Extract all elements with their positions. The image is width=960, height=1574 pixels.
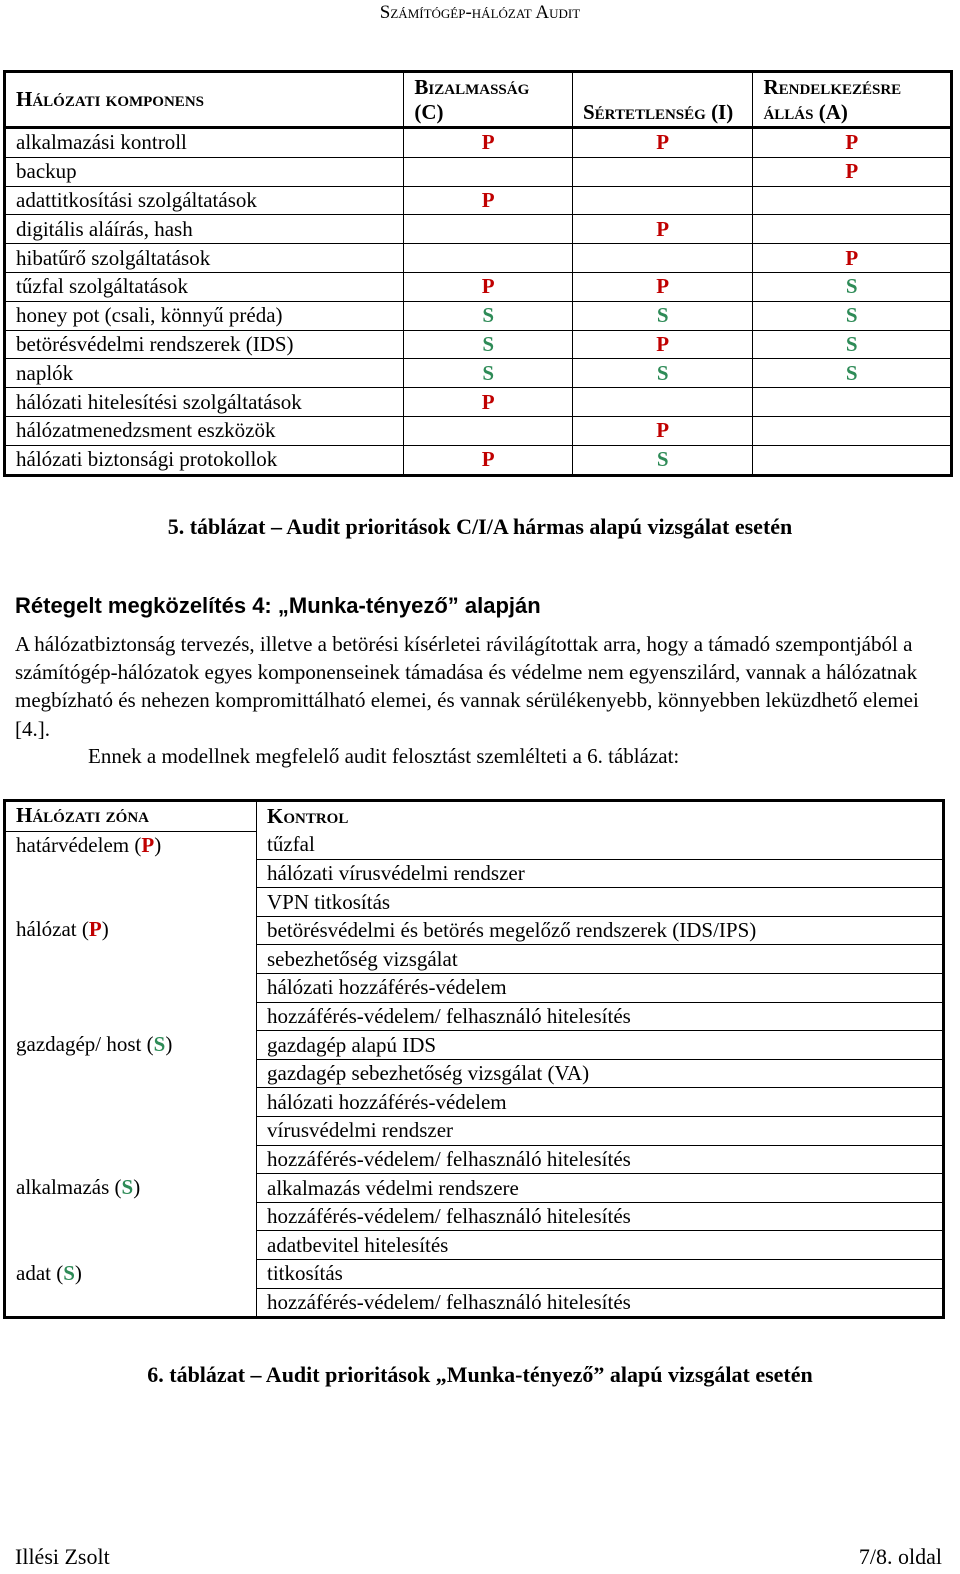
priority-cell-c [404, 186, 573, 215]
work-factor-table [3, 799, 945, 1319]
component-name: adattitkosítási szolgáltatások [5, 186, 404, 215]
zone-name: adat [16, 1260, 51, 1285]
table-row [5, 388, 952, 417]
priority-cell-a [753, 330, 952, 359]
component-name: honey pot (csali, könnyű préda) [5, 301, 404, 330]
priority-mark: P [656, 418, 670, 443]
table-row [5, 272, 952, 301]
priority-cell-i [572, 244, 753, 273]
table-row [5, 330, 952, 359]
control-cell: hozzáférés-védelem/ felhasználó hitelesítés [267, 1289, 631, 1314]
priority-cell-a [753, 272, 952, 301]
control-cell: hálózati vírusvédelmi rendszer [257, 859, 944, 888]
control-cell: hálózati hozzáférés-védelem [257, 1088, 944, 1117]
header-zone: Hálózati zóna [5, 801, 257, 832]
priority-mark: S [656, 303, 669, 328]
priority-mark: S [482, 331, 495, 356]
header-control: Kontrol [267, 804, 349, 829]
header-confidentiality: Bizalmasság (C) [404, 72, 573, 128]
component-name: backup [5, 157, 404, 186]
priority-mark: P [481, 187, 495, 212]
component-name: hálózati hitelesítési szolgáltatások [5, 388, 404, 417]
component-name: alkalmazási kontroll [5, 128, 404, 158]
table6-caption: 6. táblázat – Audit prioritások „Munka-tényező” alapú vizsgálat esetén [147, 1362, 813, 1387]
priority-mark: P [656, 274, 670, 299]
zone-cell: határvédelem (P) [5, 831, 257, 916]
control-cell: VPN titkosítás [257, 888, 944, 917]
priority-cell-c [404, 157, 573, 186]
cia-table-body [5, 128, 952, 476]
priority-cell-c [404, 244, 573, 273]
priority-cell-a [753, 388, 952, 417]
priority-mark: P [845, 130, 859, 155]
priority-cell-c [404, 128, 573, 158]
priority-cell-c [404, 416, 573, 445]
priority-cell-c [404, 388, 573, 417]
zone-cell: gazdagép/ host (S) [5, 1031, 257, 1174]
priority-mark: P [656, 331, 670, 356]
priority-cell-a [753, 244, 952, 273]
zone-name: gazdagép/ host [16, 1031, 142, 1056]
table-row [5, 445, 952, 475]
footer-page-number: 7/8. oldal [858, 1544, 942, 1569]
zone-name: hálózat [16, 917, 77, 942]
priority-cell-c [404, 215, 573, 244]
priority-cell-i [572, 272, 753, 301]
priority-cell-c [404, 359, 573, 388]
table-row [5, 416, 952, 445]
table-row [5, 215, 952, 244]
priority-cell-a [753, 359, 952, 388]
priority-cell-i [572, 215, 753, 244]
priority-mark: P [845, 159, 859, 184]
component-name: naplók [5, 359, 404, 388]
zone-priority-mark: S [153, 1031, 166, 1056]
priority-mark: P [481, 447, 495, 472]
table-row [5, 128, 952, 158]
priority-mark: P [656, 130, 670, 155]
priority-cell-a [753, 445, 952, 475]
component-name: tűzfal szolgáltatások [5, 272, 404, 301]
control-cell: betörésvédelmi és betörés megelőző rendszerek (IDS/IPS) [257, 916, 944, 945]
table-row [5, 301, 952, 330]
priority-mark: S [845, 331, 858, 356]
priority-mark: P [481, 130, 495, 155]
header-integrity: Sértetlenség (I) [572, 72, 753, 128]
priority-cell-a [753, 301, 952, 330]
page-header-title: Számítógép-hálózat Audit [379, 2, 581, 23]
control-cell: hozzáférés-védelem/ felhasználó hitelesítés [257, 1002, 944, 1031]
cia-priority-table [3, 70, 953, 477]
table-row [5, 831, 944, 859]
zone-priority-mark: S [121, 1174, 134, 1199]
control-cell: alkalmazás védelmi rendszere [257, 1174, 944, 1203]
table-row [5, 157, 952, 186]
component-name: hálózatmenedzsment eszközök [5, 416, 404, 445]
priority-mark: S [482, 303, 495, 328]
priority-cell-i [572, 388, 753, 417]
priority-mark: S [845, 303, 858, 328]
control-cell: sebezhetőség vizsgálat [257, 945, 944, 974]
table-row [5, 1174, 944, 1203]
zone-priority-mark: P [88, 917, 102, 942]
priority-cell-i [572, 416, 753, 445]
header-availability: Rendelkezésre állás (A) [753, 72, 952, 128]
control-cell: hálózati hozzáférés-védelem [257, 974, 944, 1003]
control-cell: titkosítás [257, 1260, 944, 1289]
priority-cell-a [753, 186, 952, 215]
control-cell: tűzfal [257, 831, 944, 859]
work-factor-table-body [5, 831, 944, 1318]
zone-name: határvédelem [16, 832, 130, 857]
section-heading: Rétegelt megközelítés 4: „Munka-tényező” alapján [15, 593, 541, 618]
priority-cell-i [572, 359, 753, 388]
priority-mark: P [481, 389, 495, 414]
priority-cell-a [753, 215, 952, 244]
priority-mark: S [482, 360, 495, 385]
zone-cell: alkalmazás (S) [5, 1174, 257, 1260]
zone-cell: hálózat (P) [5, 916, 257, 1030]
table-row [5, 359, 952, 388]
priority-mark: P [845, 245, 859, 270]
priority-cell-c [404, 445, 573, 475]
priority-cell-i [572, 128, 753, 158]
priority-mark: P [481, 274, 495, 299]
control-cell: vírusvédelmi rendszer [257, 1117, 944, 1146]
zone-name: alkalmazás [16, 1174, 110, 1199]
paragraph-2: Ennek a modellnek megfelelő audit felosztást szemlélteti a 6. táblázat: [88, 744, 680, 768]
priority-cell-a [753, 128, 952, 158]
priority-mark: S [656, 360, 669, 385]
component-name: hibatűrő szolgáltatások [5, 244, 404, 273]
control-cell: hozzáférés-védelem/ felhasználó hitelesítés [257, 1145, 944, 1174]
priority-cell-c [404, 330, 573, 359]
zone-cell: adat (S) [5, 1260, 257, 1318]
paragraph-1: A hálózatbiztonság tervezés, illetve a betörési kísérletei rávilágítottak arra, hogy a támadó szempontjából a számítógép-hálózatok egyes komponenseinek támadása és védelme nem egyenszilárd, vannak a hálózatnak megbízható és nehezen kompromittálható elemei, és vannak sérülékenyebb, könnyebben leküzdhető elemei [4.]. [15, 632, 919, 741]
header-component: Hálózati komponens [5, 72, 404, 128]
zone-priority-mark: S [63, 1260, 75, 1285]
table-row [5, 916, 944, 945]
priority-cell-i [572, 157, 753, 186]
priority-cell-i [572, 330, 753, 359]
table-row [5, 186, 952, 215]
footer-author: Illési Zsolt [15, 1544, 110, 1569]
priority-cell-i [572, 301, 753, 330]
control-cell: adatbevitel hitelesítés [257, 1231, 944, 1260]
priority-cell-a [753, 416, 952, 445]
priority-mark: P [656, 216, 670, 241]
table-row [5, 244, 952, 273]
component-name: betörésvédelmi rendszerek (IDS) [5, 330, 404, 359]
priority-cell-c [404, 272, 573, 301]
table-row [5, 1260, 944, 1289]
priority-cell-a [753, 157, 952, 186]
priority-mark: S [656, 447, 669, 472]
component-name: hálózati biztonsági protokollok [5, 445, 404, 475]
priority-cell-i [572, 186, 753, 215]
priority-mark: S [845, 274, 858, 299]
table-row [5, 1031, 944, 1060]
priority-cell-i [572, 445, 753, 475]
control-cell: gazdagép sebezhetőség vizsgálat (VA) [257, 1059, 944, 1088]
control-cell: gazdagép alapú IDS [257, 1031, 944, 1060]
priority-mark: S [845, 360, 858, 385]
control-cell: hozzáférés-védelem/ felhasználó hitelesítés [257, 1202, 944, 1231]
table5-caption: 5. táblázat – Audit prioritások C/I/A hármas alapú vizsgálat esetén [167, 514, 793, 539]
component-name: digitális aláírás, hash [5, 215, 404, 244]
zone-priority-mark: P [141, 832, 155, 857]
priority-cell-c [404, 301, 573, 330]
